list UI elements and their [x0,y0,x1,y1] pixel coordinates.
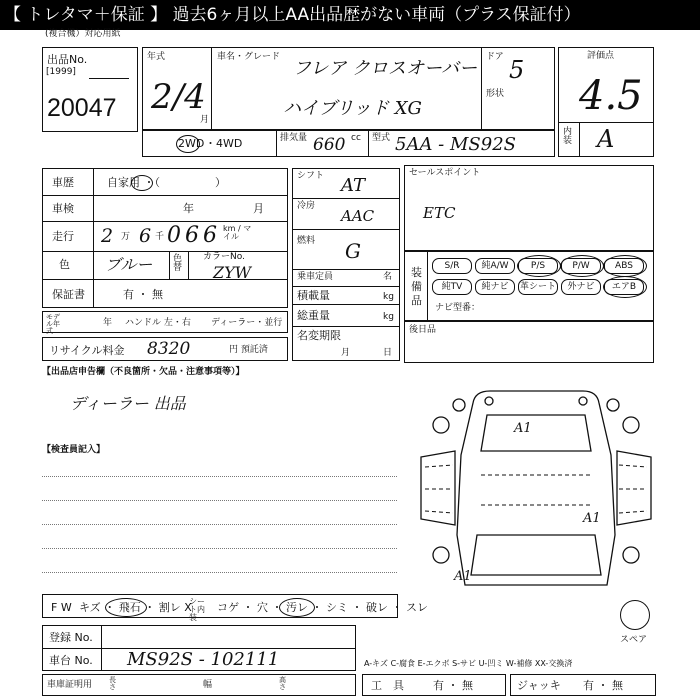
year-value: 2/4 [151,77,206,117]
name-change-label: 名変期限 [297,329,341,342]
registration-label: 登録 No. [49,631,93,644]
color-change-label: 色替 [173,254,183,273]
jack-label: ジャッキ [517,679,561,692]
mileage-man: 2 [101,225,114,247]
equip-ps: P/S [518,258,558,274]
inspection-year: 年 [183,202,194,215]
sales-point-label: セールスポイント [409,168,481,178]
equip-sr: S/R [432,258,472,274]
history-label: 車歴 [52,176,74,189]
sales-point-box [404,165,654,251]
displacement-label: 排気量 [280,133,308,143]
equip-pw: P/W [561,258,601,274]
fuel-label: 燃料 [297,236,316,246]
mileage-label: 走行 [52,230,74,243]
capacity-label: 乗車定員 [297,272,334,282]
cert-length: 長さ [109,676,116,691]
equip-abs: ABS [604,258,644,274]
damage-legend: A-キズ C-腐食 E-エクボ S-サビ U-凹ミ W-補修 XX-交換済 [364,659,573,668]
lot-number: 20047 [47,94,117,122]
cert-label: 車庫証明用 [47,680,93,690]
mileage-unit: km / マイル [223,224,252,241]
recycle-label: リサイクル料金 [49,344,125,357]
drive-4wd: ・4WD [205,137,243,150]
equip-airbag: エアB [604,279,644,295]
inspection-month: 月 [253,202,264,215]
later-input-box [404,321,654,363]
later-input-label: 後日品 [409,325,437,335]
seat-items: コゲ ・ 穴 ・ 汚レ ・ シミ ・ 破レ ・ スレ [217,601,428,614]
warranty-value: 有 ・ 無 [123,288,163,301]
car-name-value: フレア クロスオーバー [293,58,478,79]
recycle-row [42,337,288,361]
interior-value: A [597,125,615,153]
seller-notes-label: 【出品店申告欄（不良箇所・欠品・注意事項等）】 [42,367,245,377]
glass-items: キズ ・ 飛石 ・ 割レ X [79,601,192,614]
damage-diagram [415,385,655,595]
spec-row [142,130,555,157]
spare-tire-icon [620,600,650,630]
year-label: 年式 [147,52,166,62]
drive-2wd: 2WD [178,137,205,150]
history-value: 自家用 ・（ ） [107,176,226,189]
car-block [142,47,555,130]
left-spec-table [42,168,288,308]
mileage-rest: 066 [167,223,221,248]
mileage-man-unit: 万 [121,232,131,242]
jack-box [510,674,656,696]
equip-tv: 純TV [432,279,472,295]
lot-box [42,47,138,132]
ac-value: AAC [341,207,375,225]
tools-box [362,674,506,696]
recycle-unit: 円 預託済 [229,345,268,355]
car-name-label: 車名・グレード [217,52,281,62]
fuel-value: G [345,239,361,263]
lot-year-tag: [1999] [46,67,76,77]
model-year-handle: ハンドル 左・右 [125,318,191,328]
model-code-value: 5AA - MS92S [395,134,516,155]
form-note: (複合機）対応用紙 [45,29,121,39]
tools-value: 有 ・ 無 [433,679,473,692]
sales-point-value: ETC [423,204,456,222]
spare-label: スペア [620,635,648,645]
doors-label: ドア [486,52,504,62]
score-value: 4.5 [579,73,643,119]
shift-value: AT [341,175,366,196]
registration-box [42,625,356,671]
name-change-day: 日 [383,348,393,358]
mileage-thousand: 6 [139,225,152,247]
ac-label: 冷房 [297,201,316,211]
glass-seat-row [42,594,428,622]
equipment-box [404,251,654,321]
year-month-mark: 月 [200,115,210,125]
shape-label: 形状 [486,89,505,99]
middle-spec-table [292,168,400,361]
equip-navi: 純ナビ [475,279,515,295]
chassis-value: MS92S - 102111 [127,649,280,670]
damage-mark-rear: A1 [454,569,472,584]
load-unit: kg [383,292,394,302]
equip-leather: 革シート [518,279,558,295]
cert-width: 幅 [203,680,213,690]
cert-row [42,674,356,696]
model-year-row [42,311,288,333]
weight-label: 総重量 [297,309,330,322]
chassis-label: 車台 No. [49,654,93,667]
equipment-label: 装備品 [411,266,422,307]
seller-notes-value: ディーラー 出品 [70,394,186,413]
warranty-label: 保証書 [52,288,85,301]
score-label: 評価点 [587,51,615,61]
displacement-unit: cc [351,133,361,143]
mileage-thousand-unit: 千 [155,232,165,242]
model-year-label: モデル年式 [46,313,60,335]
car-grade-value: ハイブリッド XG [283,98,422,119]
weight-unit: kg [383,312,394,322]
displacement-value: 660 [313,135,346,155]
color-value: ブルー [105,255,153,274]
navi-model-label: ナビ型番： [435,303,481,313]
lot-label: 出品No. [47,53,88,66]
color-code-label: カラーNo. [203,252,245,262]
banner-title: 【 トレタマ＋保証 】 過去6ヶ月以上AA出品歴がない車両（プラス保証付） [0,0,700,30]
jack-value: 有 ・ 無 [583,679,623,692]
glass-prefix: F W [51,601,72,614]
inspection-label: 車検 [52,202,74,215]
tools-label: 工 具 [371,679,404,692]
name-change-month: 月 [341,348,351,358]
model-year-dealer: ディーラー・並行 [211,318,283,328]
inspector-label: 【検査員記入】 [42,445,106,455]
capacity-unit: 名 [383,272,393,282]
color-label: 色 [59,258,70,271]
load-label: 積載量 [297,289,330,302]
score-box [558,47,654,157]
shift-label: シフト [297,171,325,181]
recycle-value: 8320 [147,339,191,359]
equip-ext-navi: 外ナビ [561,279,601,295]
interior-label: 内装 [563,127,573,146]
color-code-value: ZYW [213,263,252,282]
model-code-label: 型式 [372,133,391,143]
doors-value: 5 [509,56,525,84]
equip-alloy: 純A/W [475,258,515,274]
damage-mark-front: A1 [514,421,532,436]
model-year-year: 年 [103,318,113,328]
cert-height: 高さ [279,676,286,691]
seat-label: シート内装 [189,597,205,622]
damage-mark-side: A1 [583,511,601,526]
